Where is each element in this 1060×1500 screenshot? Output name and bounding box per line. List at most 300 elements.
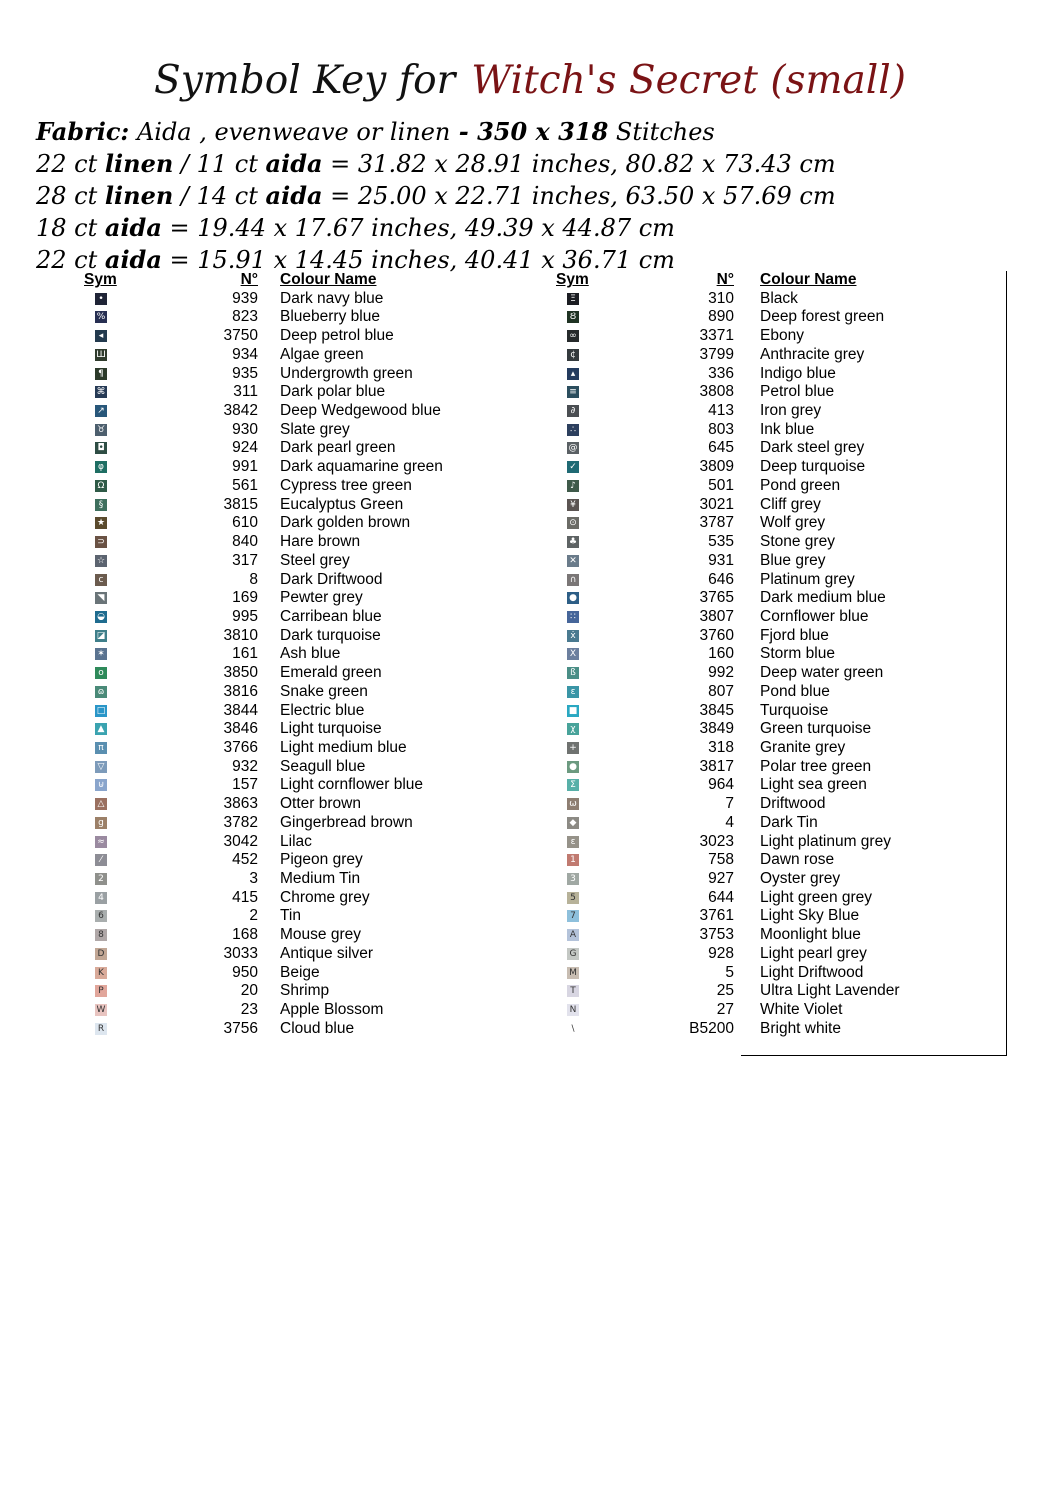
colour-name: Electric blue — [280, 701, 365, 719]
symbol-row — [84, 889, 484, 908]
colour-name: Stone grey — [760, 533, 835, 551]
colour-name: Blueberry blue — [280, 308, 380, 326]
colour-name: Light green grey — [760, 888, 873, 906]
symbol-swatch-icon: ⊃ — [95, 536, 107, 548]
colour-name: Moonlight blue — [760, 926, 861, 944]
colour-name: Emerald green — [280, 664, 382, 682]
thread-number: 890 — [708, 308, 734, 326]
thread-number: 5 — [725, 963, 734, 981]
symbol-swatch-icon: ≡ — [567, 386, 579, 398]
colour-name: Light medium blue — [280, 738, 407, 756]
symbol-row — [84, 702, 484, 721]
symbol-row — [556, 571, 996, 590]
thread-number: 3849 — [699, 720, 734, 738]
title-prefix: Symbol Key for — [154, 58, 456, 103]
symbol-row — [556, 833, 996, 852]
symbol-row — [556, 383, 996, 402]
symbol-row — [556, 346, 996, 365]
symbol-row — [84, 308, 484, 327]
symbol-row — [84, 477, 484, 496]
symbol-row — [556, 627, 996, 646]
colour-name: Ultra Light Lavender — [760, 982, 900, 1000]
symbol-swatch-icon: \ — [567, 1023, 579, 1035]
symbol-swatch-icon: 4 — [95, 892, 107, 904]
colour-name: Ash blue — [280, 645, 341, 663]
thread-number: 169 — [232, 589, 258, 607]
symbol-row — [84, 739, 484, 758]
symbol-row — [556, 533, 996, 552]
column-border-bottom — [741, 1055, 1007, 1056]
symbol-row — [84, 439, 484, 458]
colour-name: Pond blue — [760, 682, 830, 700]
symbol-row — [84, 1020, 484, 1039]
symbol-row — [556, 589, 996, 608]
colour-name: Pond green — [760, 476, 841, 494]
thread-number: 995 — [232, 607, 258, 625]
symbol-swatch-icon: △ — [95, 798, 107, 810]
colour-name: Pewter grey — [280, 589, 363, 607]
thread-number: 415 — [232, 888, 258, 906]
header-colour-name: Colour Name — [760, 271, 857, 288]
thread-number: 930 — [232, 420, 258, 438]
symbol-row — [556, 926, 996, 945]
thread-number: 3760 — [699, 626, 734, 644]
symbol-swatch-icon: ✕ — [567, 555, 579, 567]
symbol-swatch-icon: ↗ — [95, 405, 107, 417]
thread-number: 992 — [708, 664, 734, 682]
fabric-label: Fabric: — [36, 117, 130, 146]
symbol-swatch-icon: o — [95, 667, 107, 679]
symbol-swatch-icon: X — [567, 648, 579, 660]
symbol-swatch-icon: 3 — [567, 873, 579, 885]
thread-number: 807 — [708, 682, 734, 700]
thread-number: 939 — [232, 289, 258, 307]
symbol-swatch-icon: ✓ — [567, 461, 579, 473]
colour-name: Cypress tree green — [280, 476, 412, 494]
thread-number: 535 — [708, 533, 734, 551]
symbol-swatch-icon: ß — [567, 667, 579, 679]
colour-name: Deep Wedgewood blue — [280, 402, 441, 420]
symbol-row — [556, 439, 996, 458]
colour-name: Light sea green — [760, 776, 867, 794]
symbol-row — [556, 608, 996, 627]
thread-number: 20 — [240, 982, 258, 1000]
symbol-row — [556, 458, 996, 477]
symbol-row — [84, 571, 484, 590]
thread-number: 3765 — [699, 589, 734, 607]
symbol-row — [556, 945, 996, 964]
colour-name: Driftwood — [760, 795, 826, 813]
colour-name: Hare brown — [280, 533, 361, 551]
symbol-swatch-icon: W — [96, 1005, 106, 1016]
symbol-swatch-icon: ● — [567, 761, 579, 773]
header-sym: Sym — [556, 271, 589, 288]
symbol-row — [84, 496, 484, 515]
symbol-swatch-icon: ☆ — [96, 555, 106, 566]
symbol-row — [84, 627, 484, 646]
symbol-row — [84, 926, 484, 945]
colour-name: Dark golden brown — [280, 514, 411, 532]
symbol-swatch-icon: ɷ — [95, 686, 107, 698]
stitch-count: 350 x 318 — [477, 117, 609, 146]
symbol-swatch-icon: ¢ — [567, 349, 579, 361]
column-border-right — [1006, 271, 1007, 1056]
size-line: 22 ct linen / 11 ct aida = 31.82 x 28.91 inches, 80.82 x 73.43 cm — [36, 149, 836, 178]
thread-number: 2 — [249, 907, 258, 925]
symbol-swatch-icon: Σ — [567, 779, 579, 791]
colour-name: Light turquoise — [280, 720, 382, 738]
colour-name: Iron grey — [760, 402, 822, 420]
thread-number: 3863 — [223, 795, 258, 813]
thread-number: 336 — [708, 364, 734, 382]
colour-name: Snake green — [280, 682, 368, 700]
symbol-swatch-icon: ẋ — [567, 630, 579, 642]
symbol-swatch-icon: @ — [568, 443, 578, 454]
colour-name: White Violet — [760, 1001, 843, 1019]
thread-number: 927 — [708, 870, 734, 887]
thread-number: 3850 — [223, 664, 258, 682]
symbol-row — [556, 889, 996, 908]
colour-name: Light cornflower blue — [280, 776, 424, 794]
thread-number: 561 — [232, 476, 258, 494]
thread-number: 310 — [708, 289, 734, 307]
symbol-swatch-icon: P — [95, 985, 107, 997]
thread-number: 413 — [708, 402, 734, 420]
symbol-row — [84, 720, 484, 739]
thread-number: 928 — [708, 944, 734, 962]
thread-number: 3750 — [223, 327, 258, 345]
symbol-swatch-icon: + — [567, 742, 579, 754]
header-sym: Sym — [84, 271, 117, 288]
symbol-row — [84, 683, 484, 702]
colour-name: Lilac — [280, 832, 312, 850]
thread-number: 3808 — [699, 383, 734, 401]
symbol-row — [84, 964, 484, 983]
table-header — [84, 271, 484, 290]
colour-name: Medium Tin — [280, 870, 361, 887]
colour-name: Ink blue — [760, 420, 815, 438]
symbol-swatch-icon: • — [95, 293, 107, 305]
thread-number: B5200 — [689, 1019, 734, 1037]
colour-name: Eucalyptus Green — [280, 495, 404, 513]
thread-number: 3782 — [223, 813, 258, 831]
symbol-swatch-icon: π — [95, 742, 107, 754]
symbol-row — [84, 945, 484, 964]
colour-name: Polar tree green — [760, 757, 872, 775]
colour-name: Antique silver — [280, 944, 374, 962]
symbol-row — [84, 795, 484, 814]
symbol-row — [556, 720, 996, 739]
symbol-row — [556, 907, 996, 926]
colour-name: Platinum grey — [760, 570, 855, 588]
symbol-swatch-icon: 7 — [567, 910, 579, 922]
thread-number: 823 — [232, 308, 258, 326]
colour-name: Deep water green — [760, 664, 884, 682]
symbol-row — [84, 327, 484, 346]
symbol-swatch-icon: ⊍ — [95, 779, 107, 791]
colour-name: Light platinum grey — [760, 832, 891, 850]
thread-number: 950 — [232, 963, 258, 981]
colour-name: Dark pearl green — [280, 439, 396, 457]
thread-number: 7 — [725, 795, 734, 813]
symbol-row — [556, 664, 996, 683]
symbol-swatch-icon: ✶ — [95, 648, 107, 660]
colour-name: Algae green — [280, 345, 364, 363]
symbol-row — [556, 795, 996, 814]
symbol-row — [84, 533, 484, 552]
symbol-swatch-icon: ≈ — [95, 836, 107, 848]
symbol-row — [84, 552, 484, 571]
symbol-row — [84, 758, 484, 777]
symbol-swatch-icon: ▽ — [95, 761, 107, 773]
fabric-types: Aida , evenweave or linen — [136, 118, 451, 146]
header-number: N° — [716, 271, 734, 288]
symbol-swatch-icon: ● — [567, 592, 579, 604]
symbol-swatch-icon: ω — [567, 798, 579, 810]
thread-number: 168 — [232, 926, 258, 944]
symbol-row — [556, 308, 996, 327]
colour-name: Turquoise — [760, 701, 829, 719]
thread-number: 3 — [249, 870, 258, 887]
thread-number: 610 — [232, 514, 258, 532]
symbol-swatch-icon: D — [95, 948, 107, 960]
colour-name: Dark steel grey — [760, 439, 865, 457]
symbol-swatch-icon: ◂ — [95, 330, 107, 342]
thread-number: 3816 — [223, 682, 258, 700]
symbol-row — [556, 552, 996, 571]
thread-number: 803 — [708, 420, 734, 438]
colour-name: Pigeon grey — [280, 851, 363, 869]
symbol-swatch-icon: ▴ — [567, 368, 579, 380]
symbol-swatch-icon: ⌘ — [96, 387, 106, 398]
symbol-row — [556, 870, 996, 889]
colour-name: Black — [760, 289, 798, 307]
thread-number: 646 — [708, 570, 734, 588]
symbol-row — [556, 290, 996, 309]
thread-number: 3787 — [699, 514, 734, 532]
symbol-row — [84, 402, 484, 421]
thread-number: 160 — [708, 645, 734, 663]
colour-name: Mouse grey — [280, 926, 361, 944]
thread-number: 27 — [716, 1001, 734, 1019]
colour-name: Chrome grey — [280, 888, 370, 906]
thread-number: 3756 — [223, 1019, 258, 1037]
symbol-swatch-icon: 2 — [95, 873, 107, 885]
thread-number: 645 — [708, 439, 734, 457]
symbol-row — [84, 1001, 484, 1020]
symbol-row — [556, 814, 996, 833]
thread-number: 161 — [232, 645, 258, 663]
colour-name: Apple Blossom — [280, 1001, 384, 1019]
colour-name: Blue grey — [760, 551, 826, 569]
symbol-row — [84, 383, 484, 402]
symbol-row — [84, 346, 484, 365]
symbol-swatch-icon: K — [95, 967, 107, 979]
colour-name: Tin — [280, 907, 301, 925]
colour-name: Ebony — [760, 327, 804, 345]
symbol-swatch-icon: ⁄ — [95, 854, 107, 866]
header-number: N° — [240, 271, 258, 288]
symbol-swatch-icon: 6 — [95, 910, 107, 922]
colour-name: Oyster grey — [760, 870, 841, 887]
symbol-swatch-icon: G — [567, 948, 579, 960]
colour-name: Steel grey — [280, 551, 350, 569]
thread-number: 3817 — [699, 757, 734, 775]
size-line: 28 ct linen / 14 ct aida = 25.00 x 22.71 inches, 63.50 x 57.69 cm — [36, 181, 836, 210]
symbol-swatch-icon: % — [96, 312, 106, 323]
symbol-swatch-icon: 1 — [567, 854, 579, 866]
symbol-row — [556, 402, 996, 421]
colour-name: Seagull blue — [280, 757, 366, 775]
colour-name: Dark turquoise — [280, 626, 381, 644]
symbol-row — [84, 290, 484, 309]
symbol-key-left-column — [84, 271, 484, 1038]
fabric-info — [36, 116, 836, 276]
thread-number: 311 — [233, 383, 258, 401]
symbol-swatch-icon: T — [567, 985, 579, 997]
thread-number: 3753 — [699, 926, 734, 944]
symbol-swatch-icon: ⊙ — [567, 517, 579, 529]
symbol-swatch-icon: ◪ — [96, 630, 106, 641]
thread-number: 3809 — [699, 458, 734, 476]
thread-number: 3845 — [699, 701, 734, 719]
symbol-row — [556, 964, 996, 983]
colour-name: Fjord blue — [760, 626, 829, 644]
colour-name: Shrimp — [280, 982, 330, 1000]
thread-number: 3033 — [223, 944, 258, 962]
thread-number: 3810 — [223, 626, 258, 644]
symbol-swatch-icon: ∴ — [567, 424, 579, 436]
symbol-row — [556, 327, 996, 346]
symbol-swatch-icon: c — [95, 574, 107, 586]
symbol-swatch-icon: ◒ — [95, 611, 107, 623]
thread-number: 924 — [232, 439, 258, 457]
symbol-row — [84, 776, 484, 795]
symbol-row — [556, 365, 996, 384]
symbol-row — [556, 496, 996, 515]
symbol-swatch-icon: ◘ — [95, 442, 107, 454]
symbol-swatch-icon: ♣ — [568, 537, 578, 548]
colour-name: Deep petrol blue — [280, 327, 394, 345]
symbol-swatch-icon: ∂ — [567, 405, 579, 417]
colour-name: Otter brown — [280, 795, 361, 813]
thread-number: 644 — [708, 888, 734, 906]
colour-name: Dark aquamarine green — [280, 458, 443, 476]
thread-number: 3842 — [223, 402, 258, 420]
colour-name: Carribean blue — [280, 607, 382, 625]
colour-name: Wolf grey — [760, 514, 826, 532]
thread-number: 3766 — [223, 738, 258, 756]
thread-number: 935 — [232, 364, 258, 382]
symbol-row — [84, 458, 484, 477]
symbol-swatch-icon: ▲ — [95, 723, 107, 735]
fabric-dash: - — [450, 117, 478, 146]
symbol-swatch-icon: ¶ — [95, 368, 107, 380]
symbol-row — [84, 514, 484, 533]
symbol-swatch-icon: ∩ — [567, 574, 579, 586]
colour-name: Light Sky Blue — [760, 907, 860, 925]
thread-number: 3844 — [223, 701, 258, 719]
pattern-name: Witch's Secret (small) — [471, 58, 906, 103]
symbol-row — [84, 645, 484, 664]
symbol-row — [556, 851, 996, 870]
symbol-swatch-icon: ∷ — [567, 611, 579, 623]
thread-number: 318 — [708, 738, 734, 756]
fabric-line — [36, 116, 836, 148]
symbol-row — [84, 814, 484, 833]
symbol-swatch-icon: A — [567, 929, 579, 941]
colour-name: Dark medium blue — [760, 589, 886, 607]
thread-number: 8 — [249, 570, 258, 588]
symbol-row — [556, 702, 996, 721]
symbol-swatch-icon: ♉ — [96, 424, 106, 435]
thread-number: 3761 — [699, 907, 734, 925]
colour-name: Green turquoise — [760, 720, 872, 738]
colour-name: Light Driftwood — [760, 963, 864, 981]
symbol-row — [84, 982, 484, 1001]
thread-number: 3846 — [223, 720, 258, 738]
symbol-swatch-icon: ◥ — [95, 592, 107, 604]
thread-number: 3815 — [223, 495, 258, 513]
colour-name: Dark Tin — [760, 813, 818, 831]
thread-number: 758 — [708, 851, 734, 869]
thread-number: 157 — [232, 776, 258, 794]
symbol-row — [84, 907, 484, 926]
symbol-row — [84, 870, 484, 889]
thread-number: 3042 — [223, 832, 258, 850]
symbol-row — [556, 758, 996, 777]
thread-number: 3021 — [699, 495, 734, 513]
colour-name: Anthracite grey — [760, 345, 865, 363]
symbol-row — [556, 645, 996, 664]
symbol-swatch-icon: M — [567, 967, 579, 979]
colour-name: Gingerbread brown — [280, 813, 413, 831]
colour-name: Deep turquoise — [760, 458, 866, 476]
table-header — [556, 271, 996, 290]
symbol-row — [84, 851, 484, 870]
symbol-swatch-icon: N — [567, 1004, 579, 1016]
colour-name: Cornflower blue — [760, 607, 869, 625]
page-title — [0, 58, 1060, 103]
symbol-row — [556, 1001, 996, 1020]
thread-number: 3023 — [699, 832, 734, 850]
symbol-swatch-icon: Ξ — [567, 293, 579, 305]
colour-name: Deep forest green — [760, 308, 885, 326]
symbol-swatch-icon: ɛ — [567, 836, 579, 848]
symbol-row — [556, 514, 996, 533]
symbol-swatch-icon: R — [95, 1023, 107, 1035]
thread-number: 317 — [232, 551, 258, 569]
symbol-swatch-icon: φ — [95, 461, 107, 473]
colour-name: Dark Driftwood — [280, 570, 383, 588]
colour-name: Bright white — [760, 1019, 841, 1037]
symbol-swatch-icon: ¥ — [567, 499, 579, 511]
symbol-swatch-icon: Ω — [95, 480, 107, 492]
symbol-row — [556, 776, 996, 795]
thread-number: 3799 — [699, 345, 734, 363]
symbol-row — [556, 982, 996, 1001]
colour-name: Storm blue — [760, 645, 835, 663]
colour-name: Beige — [280, 963, 320, 981]
thread-number: 501 — [708, 476, 734, 494]
symbol-row — [84, 664, 484, 683]
size-line: 18 ct aida = 19.44 x 17.67 inches, 49.39 x 44.87 cm — [36, 213, 675, 242]
thread-number: 25 — [716, 982, 734, 1000]
colour-name: Light pearl grey — [760, 944, 867, 962]
colour-name: Slate grey — [280, 420, 350, 438]
thread-number: 931 — [708, 551, 734, 569]
symbol-row — [556, 477, 996, 496]
